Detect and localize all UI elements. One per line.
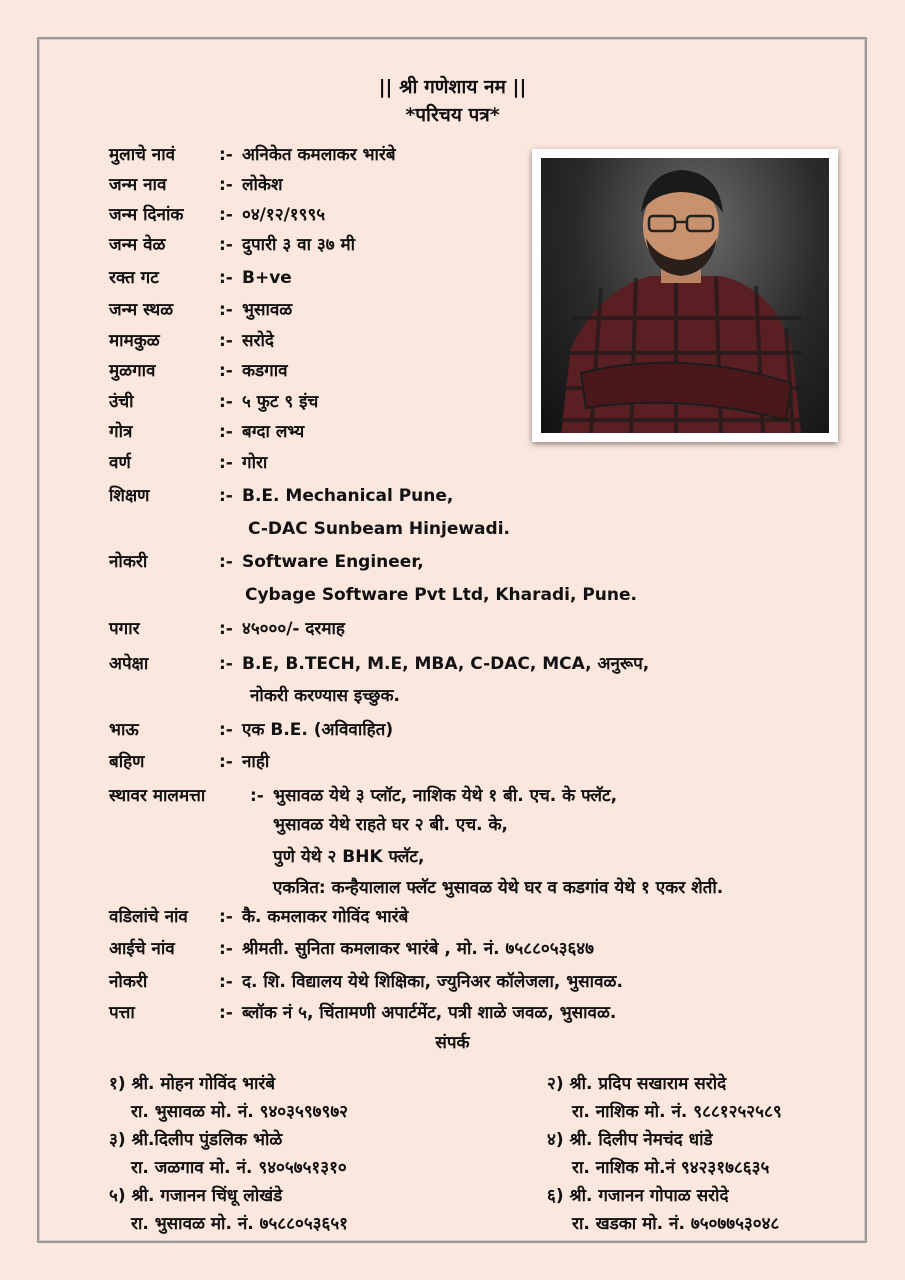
field-label: रक्त गट — [109, 268, 159, 288]
contact-name-1: १) श्री. मोहन गोविंद भारंबे — [109, 1074, 276, 1094]
contacts-heading: संपर्क — [435, 1033, 470, 1053]
field-separator: :- — [219, 205, 233, 225]
field-label: शिक्षण — [109, 486, 150, 506]
field-value-continuation: पुणे येथे २ BHK फ्लॅट, — [273, 847, 425, 867]
field-value: ५ फुट ९ इंच — [242, 392, 319, 412]
field-value: ०४/१२/१९९५ — [242, 205, 326, 225]
contact-name-4: ४) श्री. दिलीप नेमचंद धांडे — [547, 1130, 713, 1150]
field-value: B.E. Mechanical Pune, — [242, 486, 454, 506]
contact-detail-5: रा. भुसावळ मो. नं. ७५८८०५३६५१ — [131, 1214, 349, 1234]
field-label: नोकरी — [109, 972, 148, 992]
field-value: B.E, B.TECH, M.E, MBA, C-DAC, MCA, अनुरूप, — [242, 654, 650, 674]
field-separator: :- — [219, 939, 233, 959]
document-title: *परिचय पत्र* — [405, 104, 500, 126]
field-value: लोकेश — [242, 175, 283, 195]
contact-name-3: ३) श्री.दिलीप पुंडलिक भोळे — [109, 1130, 283, 1150]
field-label: मामकुळ — [109, 331, 160, 351]
field-label: गोत्र — [109, 422, 133, 442]
field-separator: :- — [219, 145, 233, 165]
field-separator: :- — [219, 552, 233, 572]
field-label: उंची — [109, 392, 134, 412]
field-separator: :- — [219, 422, 233, 442]
field-separator: :- — [219, 453, 233, 473]
field-value: बग्दा लभ्य — [242, 422, 305, 442]
field-value: B+ve — [242, 268, 292, 288]
field-separator: :- — [219, 331, 233, 351]
field-separator: :- — [219, 619, 233, 639]
profile-photo — [541, 158, 829, 433]
field-label: नोकरी — [109, 552, 148, 572]
field-separator: :- — [219, 486, 233, 506]
field-separator: :- — [219, 972, 233, 992]
invocation-heading: || श्री गणेशाय नम || — [378, 76, 527, 98]
field-value-continuation: C-DAC Sunbeam Hinjewadi. — [248, 519, 510, 539]
contact-detail-4: रा. नाशिक मो.नं ९४२३१७८६३५ — [572, 1158, 770, 1178]
field-label: आईचे नांव — [109, 939, 175, 959]
field-separator: :- — [219, 392, 233, 412]
field-value: एक B.E. (अविवाहित) — [242, 720, 394, 740]
field-label: वर्ण — [109, 453, 131, 473]
field-value: श्रीमती. सुनिता कमलाकर भारंबे , मो. नं. ७५८८०५३६४७ — [242, 939, 594, 959]
field-label: जन्म स्थळ — [109, 300, 174, 320]
field-label: जन्म नाव — [109, 175, 167, 195]
field-separator: :- — [219, 235, 233, 255]
field-value: कडगाव — [242, 361, 288, 381]
field-value: Software Engineer, — [242, 552, 424, 572]
field-value: ४५०००/- दरमाह — [242, 619, 345, 639]
field-value: दुपारी ३ वा ३७ मी — [242, 235, 356, 255]
field-value: भुसावळ — [242, 300, 293, 320]
field-separator: :- — [219, 268, 233, 288]
contact-detail-6: रा. खडका मो. नं. ७५०७७५३०४८ — [572, 1214, 780, 1234]
contact-detail-3: रा. जळगाव मो. नं. ९४०५७५१३१० — [131, 1158, 347, 1178]
field-value: भुसावळ येथे ३ प्लॉट, नाशिक येथे १ बी. एच. के फ्लॅट, — [273, 786, 618, 806]
field-value-continuation: नोकरी करण्यास इच्छुक. — [250, 686, 400, 706]
field-value: ब्लॉक नं ५, चिंतामणी अपार्टमेंट, पत्री शाळे जवळ, भुसावळ. — [242, 1003, 617, 1023]
field-label: बहिण — [109, 752, 145, 772]
field-separator: :- — [219, 175, 233, 195]
field-value-continuation: भुसावळ येथे राहते घर २ बी. एच. के, — [273, 815, 509, 835]
contact-name-6: ६) श्री. गजानन गोपाळ सरोदे — [547, 1186, 729, 1206]
field-separator: :- — [250, 786, 264, 806]
field-label: पगार — [109, 619, 140, 639]
field-value: कै. कमलाकर गोविंद भारंबे — [242, 907, 409, 927]
field-separator: :- — [219, 300, 233, 320]
field-label: मुळगाव — [109, 361, 156, 381]
field-separator: :- — [219, 720, 233, 740]
field-value: नाही — [242, 752, 270, 772]
field-separator: :- — [219, 654, 233, 674]
field-value-continuation: एकत्रित: कन्हैयालाल फ्लॅट भुसावळ येथे घर व कडगांव येथे १ एकर शेती. — [273, 878, 724, 898]
field-separator: :- — [219, 752, 233, 772]
field-label: वडिलांचे नांव — [109, 907, 188, 927]
field-label: भाऊ — [109, 720, 139, 740]
contact-name-5: ५) श्री. गजानन चिंधू लोखंडे — [109, 1186, 283, 1206]
field-value: अनिकेत कमलाकर भारंबे — [242, 145, 396, 165]
contact-name-2: २) श्री. प्रदिप सखाराम सरोदे — [547, 1074, 727, 1094]
field-separator: :- — [219, 1003, 233, 1023]
field-separator: :- — [219, 361, 233, 381]
field-label: स्थावर मालमत्ता — [109, 786, 206, 806]
field-label: अपेक्षा — [109, 654, 149, 674]
field-label: जन्म दिनांक — [109, 205, 184, 225]
field-value: सरोदे — [242, 331, 274, 351]
field-label: जन्म वेळ — [109, 235, 166, 255]
contact-detail-1: रा. भुसावळ मो. नं. ९४०३५९७९७२ — [131, 1102, 349, 1122]
field-label: मुलाचे नावं — [109, 145, 176, 165]
field-value-continuation: Cybage Software Pvt Ltd, Kharadi, Pune. — [245, 585, 637, 605]
field-value: द. शि. विद्यालय येथे शिक्षिका, ज्युनिअर कॉलेजला, भुसावळ. — [242, 972, 623, 992]
field-label: पत्ता — [109, 1003, 135, 1023]
profile-photo-frame — [532, 149, 838, 442]
contact-detail-2: रा. नाशिक मो. नं. ९८८१२५२५८९ — [572, 1102, 782, 1122]
field-value: गोरा — [242, 453, 268, 473]
field-separator: :- — [219, 907, 233, 927]
